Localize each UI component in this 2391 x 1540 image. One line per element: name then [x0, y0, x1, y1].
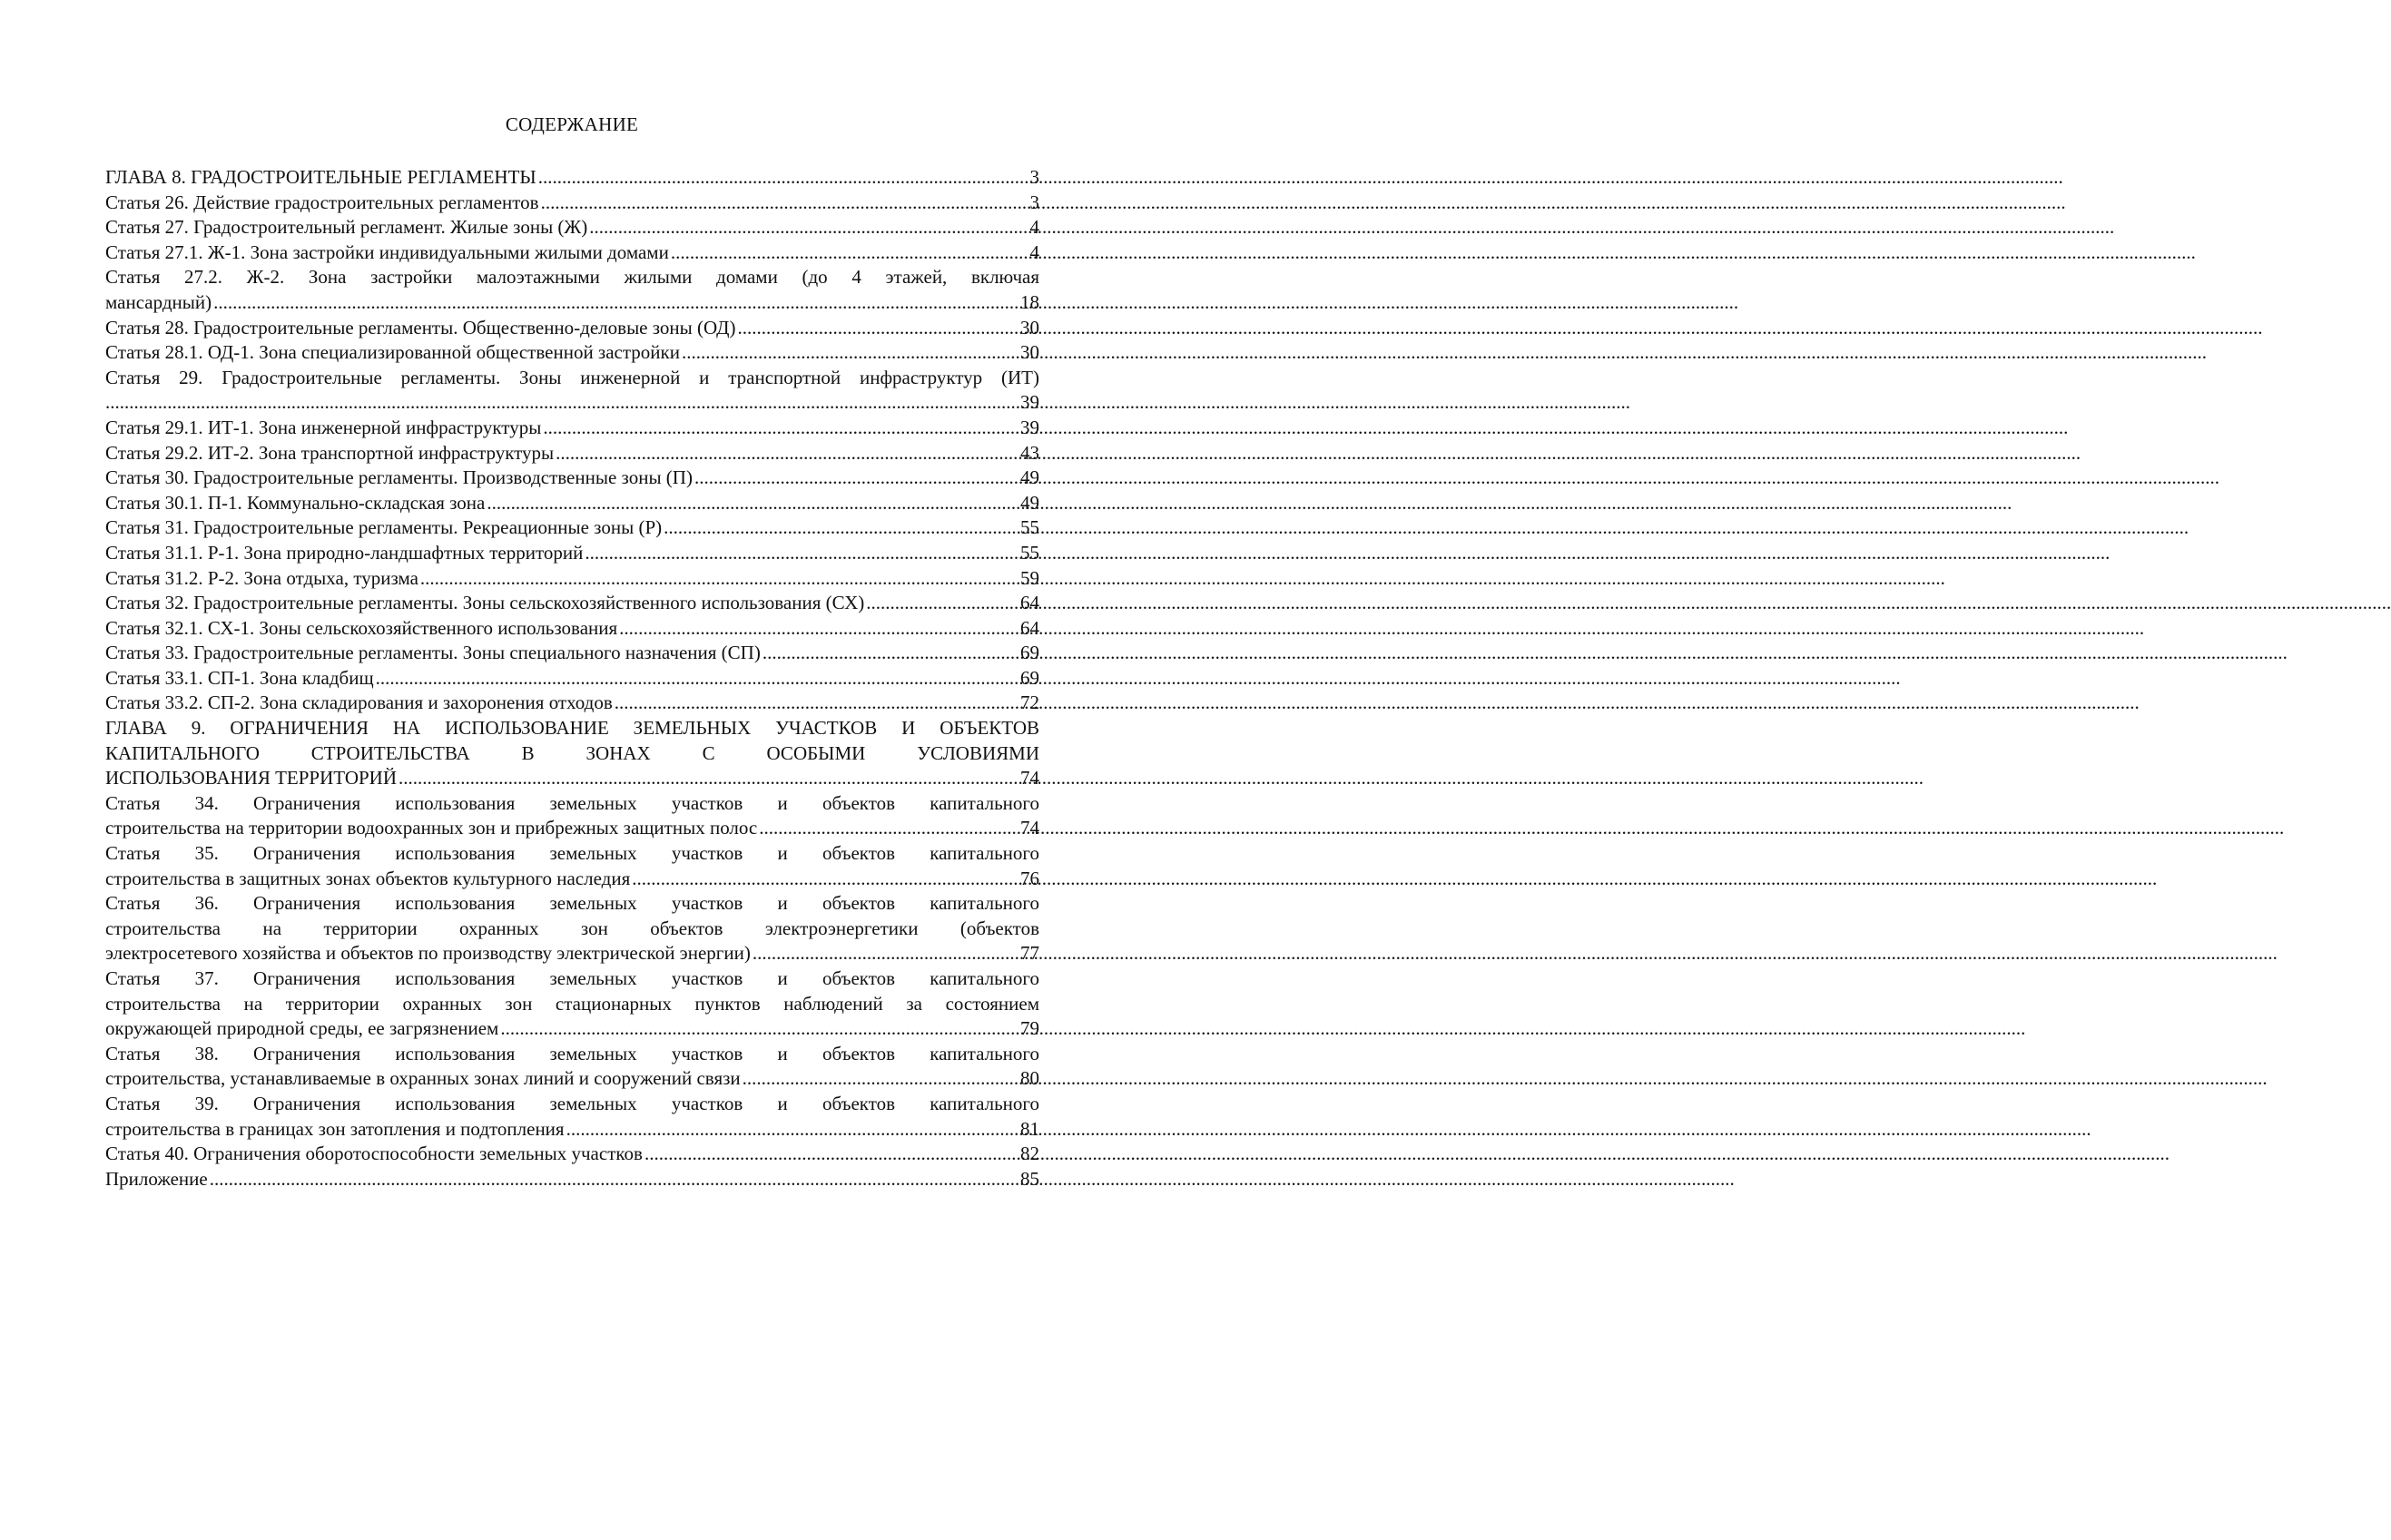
- dot-leader: [500, 1016, 1018, 1042]
- toc-entry[interactable]: [105, 666, 1039, 692]
- dot-leader: [487, 491, 1018, 516]
- toc-page-number: 85: [1020, 1167, 1039, 1190]
- dot-leader: [759, 816, 1018, 841]
- toc-entry-text: Статья 28. Градостроительные регламенты. Общественно-деловые зоны (ОД): [105, 316, 736, 338]
- toc-entry-text: Статья 33.1. СП-1. Зона кладбищ: [105, 666, 374, 689]
- toc-entry-line: Статья 27.2. Ж-2. Зона застройки малоэтажными жилыми домами (до 4 этажей, включая: [105, 266, 1039, 289]
- toc-entry[interactable]: [105, 716, 1039, 791]
- toc-page-number: 64: [1020, 592, 1039, 614]
- toc-entry[interactable]: [105, 416, 1039, 441]
- toc-entry-line: КАПИТАЛЬНОГО СТРОИТЕЛЬСТВА В ЗОНАХ С ОСОБЫМИ УСЛОВИЯМИ: [105, 741, 1039, 764]
- toc-entry[interactable]: [105, 215, 1039, 240]
- toc-entry[interactable]: [105, 541, 1039, 566]
- toc-entry-text: Статья 30. Градостроительные регламенты. Производственные зоны (П): [105, 466, 693, 489]
- toc-entry-line: Статья 29. Градостроительные регламенты. Зоны инженерной и транспортной инфраструктур (ИТ): [105, 366, 1039, 388]
- toc-entry-text: строительства в защитных зонах объектов культурного наследия: [105, 867, 631, 889]
- dot-leader: [664, 515, 1018, 541]
- toc-entry-text: мансардный): [105, 290, 212, 313]
- toc-page-number: 81: [1020, 1117, 1039, 1140]
- toc-page-number: 79: [1020, 1017, 1039, 1040]
- toc-entry[interactable]: [105, 891, 1039, 966]
- toc-entry-line: Статья 38. Ограничения использования земельных участков и объектов капитального: [105, 1042, 1039, 1064]
- table-of-contents: [105, 165, 1039, 1192]
- toc-entry-text: Статья 40. Ограничения оборотоспособности земельных участков: [105, 1143, 643, 1165]
- toc-entry-line: строительства на территории охранных зон стационарных пунктов наблюдений за состоянием: [105, 992, 1039, 1015]
- toc-page-number: 4: [1029, 216, 1039, 239]
- toc-page-number: 49: [1020, 491, 1039, 514]
- toc-entry[interactable]: [105, 1092, 1039, 1142]
- toc-entry-line: ГЛАВА 9. ОГРАНИЧЕНИЯ НА ИСПОЛЬЗОВАНИЕ ЗЕМЕЛЬНЫХ УЧАСТКОВ И ОБЪЕКТОВ: [105, 717, 1039, 740]
- toc-entry-text: строительства на территории водоохранных зон и прибрежных защитных полос: [105, 817, 758, 839]
- toc-entry-line: Статья 37. Ограничения использования земельных участков и объектов капитального: [105, 967, 1039, 989]
- dot-leader: [694, 466, 1018, 491]
- toc-entry[interactable]: [105, 366, 1039, 416]
- toc-entry-last-line: [105, 941, 1039, 966]
- toc-page-number: 4: [1029, 240, 1039, 263]
- toc-entry[interactable]: [105, 340, 1039, 366]
- dot-leader: [743, 1066, 1018, 1092]
- toc-entry[interactable]: [105, 240, 1039, 266]
- toc-page-number: 64: [1020, 616, 1039, 639]
- toc-entry-text: Статья 27. Градостроительный регламент. Жилые зоны (Ж): [105, 216, 588, 239]
- toc-entry-text: ИСПОЛЬЗОВАНИЯ ТЕРРИТОРИЙ: [105, 767, 397, 790]
- toc-page-number: 74: [1020, 767, 1039, 790]
- toc-page-number: 77: [1020, 942, 1039, 965]
- toc-entry[interactable]: [105, 441, 1039, 466]
- toc-entry[interactable]: [105, 265, 1039, 315]
- toc-entry-text: Статья 32.1. СХ-1. Зоны сельскохозяйственного использования: [105, 616, 618, 639]
- toc-entry-text: Приложение: [105, 1167, 208, 1190]
- dot-leader: [763, 641, 1018, 666]
- toc-entry-text: окружающей природной среды, ее загрязнением: [105, 1017, 499, 1040]
- dot-leader: [753, 941, 1018, 966]
- toc-entry[interactable]: [105, 616, 1039, 642]
- toc-entry[interactable]: [105, 691, 1039, 716]
- toc-entry[interactable]: [105, 1142, 1039, 1167]
- dot-leader: [632, 867, 1018, 892]
- toc-entry-text: Статья 29.1. ИТ-1. Зона инженерной инфраструктуры: [105, 416, 542, 438]
- toc-entry-last-line: [105, 290, 1039, 316]
- dot-leader: [644, 1142, 1018, 1167]
- dot-leader: [619, 616, 1018, 642]
- toc-entry-last-line: [105, 390, 1039, 416]
- dot-leader: [615, 691, 1018, 716]
- toc-page-number: 18: [1020, 290, 1039, 313]
- toc-entry-text: Статья 28.1. ОД-1. Зона специализированной общественной застройки: [105, 341, 680, 364]
- toc-page-number: 3: [1029, 166, 1039, 188]
- toc-entry-last-line: [105, 867, 1039, 892]
- toc-page-number: 76: [1020, 867, 1039, 889]
- toc-entry-last-line: [105, 1066, 1039, 1092]
- toc-entry-text: электросетевого хозяйства и объектов по производству электрической энергии): [105, 942, 751, 965]
- document-page: [0, 0, 1089, 1540]
- toc-entry[interactable]: [105, 791, 1039, 841]
- dot-leader: [420, 566, 1018, 592]
- toc-entry-text: строительства в границах зон затопления и подтопления: [105, 1117, 565, 1140]
- dot-leader: [538, 165, 1028, 191]
- toc-entry[interactable]: [105, 1167, 1039, 1192]
- toc-entry[interactable]: [105, 515, 1039, 541]
- dot-leader: [866, 591, 1018, 616]
- toc-entry-line: Статья 35. Ограничения использования земельных участков и объектов капитального: [105, 842, 1039, 865]
- toc-entry-text: Статья 31. Градостроительные регламенты. Рекреационные зоны (Р): [105, 516, 663, 539]
- toc-page-number: 39: [1020, 416, 1039, 438]
- dot-leader: [105, 390, 1018, 416]
- dot-leader: [543, 416, 1018, 441]
- toc-page-number: 55: [1020, 541, 1039, 564]
- toc-page-number: 43: [1020, 441, 1039, 464]
- toc-page-number: 74: [1020, 817, 1039, 839]
- toc-entry[interactable]: [105, 316, 1039, 341]
- toc-entry[interactable]: [105, 641, 1039, 666]
- toc-entry-text: Статья 31.2. Р-2. Зона отдыха, туризма: [105, 566, 418, 589]
- dot-leader: [589, 215, 1028, 240]
- toc-entry-text: Статья 27.1. Ж-1. Зона застройки индивидуальными жилыми домами: [105, 240, 669, 263]
- toc-entry[interactable]: [105, 566, 1039, 592]
- dot-leader: [376, 666, 1018, 692]
- dot-leader: [210, 1167, 1018, 1192]
- toc-page-number: 30: [1020, 316, 1039, 338]
- toc-page-number: 80: [1020, 1067, 1039, 1090]
- dot-leader: [556, 441, 1018, 466]
- toc-page-number: 3: [1029, 191, 1039, 213]
- toc-entry-text: Статья 33. Градостроительные регламенты. Зоны специального назначения (СП): [105, 642, 761, 664]
- toc-entry-line: строительства на территории охранных зон объектов электроэнергетики (объектов: [105, 917, 1039, 939]
- toc-entry-last-line: [105, 816, 1039, 841]
- toc-entry-text: ГЛАВА 8. ГРАДОСТРОИТЕЛЬНЫЕ РЕГЛАМЕНТЫ: [105, 166, 536, 188]
- dot-leader: [213, 290, 1018, 316]
- toc-entry[interactable]: [105, 841, 1039, 891]
- toc-entry[interactable]: [105, 1042, 1039, 1092]
- toc-entry-last-line: [105, 1016, 1039, 1042]
- dot-leader: [737, 316, 1018, 341]
- toc-entry-text: Статья 33.2. СП-2. Зона складирования и захоронения отходов: [105, 692, 613, 714]
- toc-entry[interactable]: [105, 165, 1039, 191]
- toc-entry-text: строительства, устанавливаемые в охранных зонах линий и сооружений связи: [105, 1067, 741, 1090]
- dot-leader: [541, 191, 1028, 216]
- toc-entry[interactable]: [105, 191, 1039, 216]
- dot-leader: [671, 240, 1028, 266]
- toc-entry[interactable]: [105, 966, 1039, 1042]
- toc-entry-last-line: [105, 766, 1039, 791]
- toc-entry[interactable]: [105, 591, 1039, 616]
- toc-page-number: 69: [1020, 642, 1039, 664]
- dot-leader: [566, 1117, 1018, 1143]
- toc-entry-line: Статья 39. Ограничения использования земельных участков и объектов капитального: [105, 1092, 1039, 1114]
- toc-entry[interactable]: [105, 491, 1039, 516]
- toc-entry-text: Статья 26. Действие градостроительных регламентов: [105, 191, 539, 213]
- toc-entry-line: Статья 36. Ограничения использования земельных участков и объектов капитального: [105, 892, 1039, 915]
- toc-page-number: 30: [1020, 341, 1039, 364]
- toc-page-number: 69: [1020, 666, 1039, 689]
- toc-page-number: 55: [1020, 516, 1039, 539]
- toc-entry-text: Статья 31.1. Р-1. Зона природно-ландшафтных территорий: [105, 541, 584, 564]
- toc-entry-text: Статья 32. Градостроительные регламенты. Зоны сельскохозяйственного использования (СХ): [105, 592, 865, 614]
- dot-leader: [398, 766, 1018, 791]
- toc-entry-text: Статья 30.1. П-1. Коммунально-складская зона: [105, 491, 486, 514]
- toc-page-number: 39: [1020, 391, 1039, 414]
- toc-page-number: 82: [1020, 1143, 1039, 1165]
- toc-entry[interactable]: [105, 466, 1039, 491]
- toc-title: СОДЕРЖАНИЕ: [505, 113, 639, 135]
- toc-entry-line: Статья 34. Ограничения использования земельных участков и объектов капитального: [105, 791, 1039, 814]
- toc-entry-text: Статья 29.2. ИТ-2. Зона транспортной инфраструктуры: [105, 441, 555, 464]
- toc-page-number: 49: [1020, 466, 1039, 489]
- toc-page-number: 59: [1020, 566, 1039, 589]
- dot-leader: [682, 340, 1018, 366]
- toc-page-number: 72: [1020, 692, 1039, 714]
- dot-leader: [585, 541, 1018, 566]
- toc-entry-last-line: [105, 1117, 1039, 1143]
